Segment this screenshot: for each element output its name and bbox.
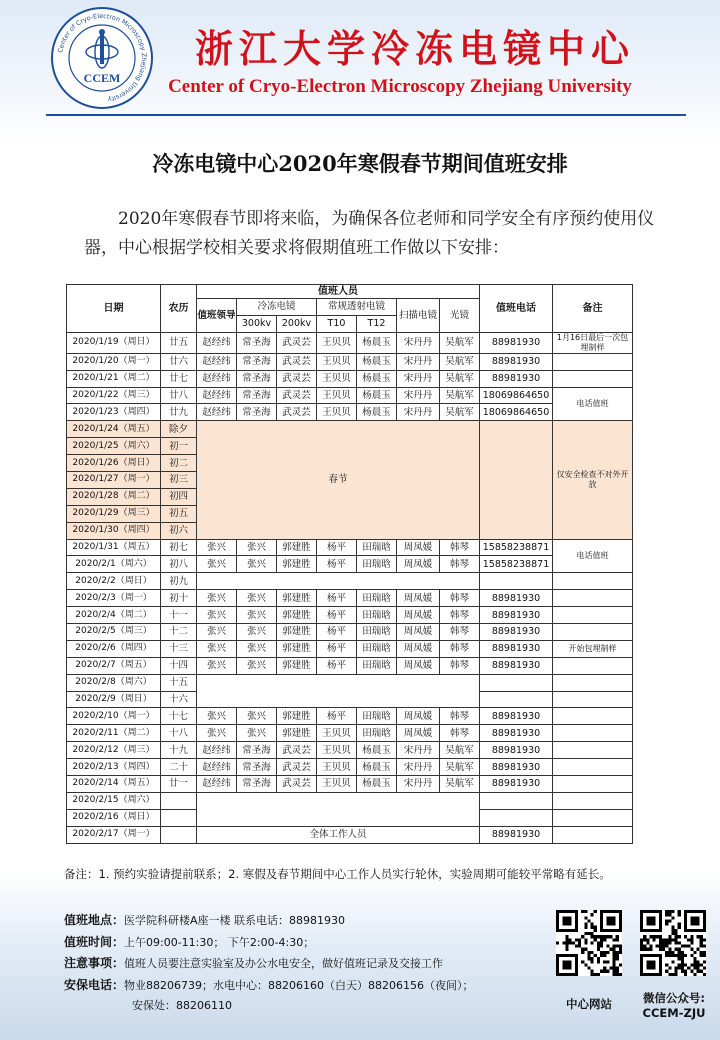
cell-lunar: 十七 [161, 708, 197, 725]
header-divider [46, 114, 686, 116]
cell-lunar: 廿七 [161, 370, 197, 387]
cell-phone: 88981930 [480, 332, 553, 353]
cell-staff: 杨平 [317, 539, 357, 556]
cell-date: 2020/2/6（周四） [67, 640, 161, 657]
cell-staff: 杨晨玉 [357, 370, 397, 387]
cell-staff: 常圣海 [237, 759, 277, 776]
cell-date: 2020/2/9（周日） [67, 691, 161, 708]
cell-staff: 郭建胜 [277, 590, 317, 607]
cell-lunar: 廿九 [161, 404, 197, 421]
time-line: 值班时间：上午09:00-11:30； 下午2:00-4:30； [64, 934, 315, 949]
cell-lunar: 廿一 [161, 776, 197, 793]
cell-staff: 武灵芸 [277, 776, 317, 793]
header-lunar: 农历 [161, 285, 197, 333]
cell-lunar: 初十 [161, 590, 197, 607]
header-t10: T10 [317, 315, 357, 332]
cell-staff: 张兴 [237, 640, 277, 657]
cell-staff: 张兴 [237, 590, 277, 607]
cell-lunar: 十二 [161, 624, 197, 641]
cell-staff: 韩琴 [440, 708, 480, 725]
cell-date: 2020/1/29（周三） [67, 505, 161, 522]
cell-staff: 杨晨玉 [357, 353, 397, 370]
cell-staff: 常圣海 [237, 370, 277, 387]
cell-staff: 周凤媛 [397, 640, 440, 657]
cell-staff: 武灵芸 [277, 759, 317, 776]
cell-staff: 郭建胜 [277, 725, 317, 742]
cell-lunar: 初八 [161, 556, 197, 573]
cell-staff: 吴航军 [440, 742, 480, 759]
cell-date: 2020/2/2（周日） [67, 573, 161, 590]
cell-lunar: 廿六 [161, 353, 197, 370]
cell-staff: 赵经纬 [197, 332, 237, 353]
table-row [67, 539, 633, 556]
cell-lunar [161, 826, 197, 843]
cell-phone: 88981930 [480, 590, 553, 607]
cell-empty [197, 573, 480, 590]
table-row [67, 421, 633, 438]
cell-staff: 武灵芸 [277, 370, 317, 387]
cell-staff: 田瑞晗 [357, 539, 397, 556]
cell-lunar: 初七 [161, 539, 197, 556]
center-title-en: Center of Cryo-Electron Microscopy Zhejiang University [168, 76, 632, 97]
cell-empty [197, 792, 480, 826]
cell-remark: 仅安全检查不对外开放 [553, 421, 633, 539]
cell-staff: 周凤媛 [397, 590, 440, 607]
cell-staff: 宋丹丹 [397, 742, 440, 759]
cell-empty [480, 691, 553, 708]
cell-empty [553, 573, 633, 590]
cell-lunar: 廿八 [161, 387, 197, 404]
table-row [67, 640, 633, 657]
cell-empty [480, 674, 553, 691]
table-row [67, 826, 633, 843]
cell-staff: 杨晨玉 [357, 404, 397, 421]
cell-phone: 88981930 [480, 776, 553, 793]
cell-staff: 赵经纬 [197, 776, 237, 793]
cell-phone: 88981930 [480, 624, 553, 641]
cell-staff: 张兴 [197, 539, 237, 556]
cell-staff: 张兴 [197, 640, 237, 657]
cell-date: 2020/1/21（周二） [67, 370, 161, 387]
cell-empty [480, 573, 553, 590]
cell-empty [480, 809, 553, 826]
cell-staff: 吴航军 [440, 387, 480, 404]
website-qr-code [556, 910, 622, 976]
cell-phone: 88981930 [480, 640, 553, 657]
cell-remark: 电话值班 [553, 387, 633, 421]
cell-empty [553, 353, 633, 370]
cell-staff: 张兴 [197, 725, 237, 742]
cell-staff: 张兴 [197, 657, 237, 674]
cell-empty [553, 607, 633, 624]
cell-staff: 杨平 [317, 624, 357, 641]
cell-staff: 王贝贝 [317, 332, 357, 353]
cell-empty [553, 826, 633, 843]
cell-staff: 王贝贝 [317, 725, 357, 742]
cell-staff: 宋丹丹 [397, 353, 440, 370]
cell-staff: 张兴 [237, 657, 277, 674]
cell-staff: 郭建胜 [277, 657, 317, 674]
cell-date: 2020/2/1（周六） [67, 556, 161, 573]
cell-staff: 张兴 [237, 539, 277, 556]
cell-staff: 武灵芸 [277, 332, 317, 353]
cell-lunar: 初二 [161, 455, 197, 472]
footnote: 备注：1. 预约实验请提前联系；2. 寒假及春节期间中心工作人员实行轮休，实验周期可能较平常略有延长。 [64, 867, 611, 881]
table-row [67, 607, 633, 624]
cell-empty [553, 725, 633, 742]
center-title-cn: 浙江大学冷冻电镜中心 [194, 26, 635, 71]
cell-staff: 韩琴 [440, 725, 480, 742]
cell-staff: 张兴 [237, 556, 277, 573]
svg-text:CCEM: CCEM [83, 71, 121, 85]
cell-phone: 88981930 [480, 708, 553, 725]
cell-staff: 韩琴 [440, 607, 480, 624]
header-date: 日期 [67, 285, 161, 333]
cell-staff: 郭建胜 [277, 624, 317, 641]
cell-staff: 田瑞晗 [357, 624, 397, 641]
cell-lunar: 初六 [161, 522, 197, 539]
cell-date: 2020/1/24（周五） [67, 421, 161, 438]
cell-lunar: 二十 [161, 759, 197, 776]
cell-staff: 常圣海 [237, 404, 277, 421]
cell-empty [480, 421, 553, 539]
cell-staff: 张兴 [237, 708, 277, 725]
cell-empty [553, 657, 633, 674]
cell-staff: 韩琴 [440, 640, 480, 657]
cell-staff: 周凤媛 [397, 556, 440, 573]
duty-schedule-table [66, 284, 633, 844]
cell-lunar: 除夕 [161, 421, 197, 438]
cell-empty [197, 674, 480, 708]
cell-staff: 吴航军 [440, 332, 480, 353]
table-row [67, 353, 633, 370]
cell-date: 2020/1/31（周五） [67, 539, 161, 556]
cell-staff: 赵经纬 [197, 404, 237, 421]
cell-staff: 王贝贝 [317, 370, 357, 387]
cell-date: 2020/2/14（周五） [67, 776, 161, 793]
cell-staff: 武灵芸 [277, 353, 317, 370]
cell-staff: 周凤媛 [397, 539, 440, 556]
wechat-qr-code [640, 910, 706, 976]
cell-staff: 吴航军 [440, 404, 480, 421]
cell-empty [553, 792, 633, 809]
cell-staff: 张兴 [197, 556, 237, 573]
header-duty-staff: 值班人员 [197, 285, 480, 299]
cell-staff: 郭建胜 [277, 539, 317, 556]
cell-date: 2020/2/12（周三） [67, 742, 161, 759]
cell-staff: 宋丹丹 [397, 759, 440, 776]
table-row [67, 332, 633, 353]
wechat-id: CCEM-ZJU [642, 1006, 706, 1020]
cell-staff: 宋丹丹 [397, 370, 440, 387]
cell-date: 2020/1/30（周四） [67, 522, 161, 539]
cell-lunar: 十一 [161, 607, 197, 624]
cell-lunar: 廿五 [161, 332, 197, 353]
cell-phone: 18069864650 [480, 404, 553, 421]
cell-staff: 杨晨玉 [357, 776, 397, 793]
cell-date: 2020/2/3（周一） [67, 590, 161, 607]
cell-date: 2020/2/4（周二） [67, 607, 161, 624]
cell-staff: 王贝贝 [317, 387, 357, 404]
cell-lunar [161, 809, 197, 826]
header-tem: 常规透射电镜 [317, 299, 397, 316]
cell-staff: 王贝贝 [317, 742, 357, 759]
cell-empty [480, 792, 553, 809]
cell-date: 2020/2/15（周六） [67, 792, 161, 809]
cell-staff: 周凤媛 [397, 624, 440, 641]
cell-empty [553, 776, 633, 793]
cell-staff: 王贝贝 [317, 404, 357, 421]
cell-lunar [161, 792, 197, 809]
cell-date: 2020/2/5（周三） [67, 624, 161, 641]
cell-staff: 杨晨玉 [357, 387, 397, 404]
cell-staff: 宋丹丹 [397, 404, 440, 421]
cell-phone: 88981930 [480, 826, 553, 843]
table-row [67, 708, 633, 725]
cell-empty [553, 742, 633, 759]
cell-staff: 常圣海 [237, 776, 277, 793]
cell-staff: 常圣海 [237, 742, 277, 759]
cell-staff: 田瑞晗 [357, 640, 397, 657]
cell-staff: 吴航军 [440, 759, 480, 776]
cell-staff: 韩琴 [440, 539, 480, 556]
cell-empty [553, 674, 633, 691]
header-optical: 光镜 [440, 299, 480, 333]
table-row [67, 387, 633, 404]
cell-phone: 88981930 [480, 742, 553, 759]
cell-staff: 赵经纬 [197, 387, 237, 404]
security-line-2: 安保处：88206110 [132, 999, 232, 1012]
cell-staff: 王贝贝 [317, 776, 357, 793]
table-row [67, 573, 633, 590]
cell-phone: 88981930 [480, 725, 553, 742]
cell-staff: 宋丹丹 [397, 776, 440, 793]
location-line: 值班地点：医学院科研楼A座一楼 联系电话：88981930 [64, 913, 346, 927]
cell-empty [553, 691, 633, 708]
cell-date: 2020/1/28（周二） [67, 488, 161, 505]
cell-staff: 周凤媛 [397, 708, 440, 725]
cell-staff: 杨晨玉 [357, 759, 397, 776]
security-line: 安保电话：物业88206739；水电中心：88206160（白天）88206156（夜间）； [64, 977, 474, 992]
cell-remark: 电话值班 [553, 539, 633, 573]
cell-staff: 王贝贝 [317, 353, 357, 370]
cell-phone: 88981930 [480, 353, 553, 370]
table-row [67, 590, 633, 607]
cell-empty [553, 809, 633, 826]
cell-staff: 韩琴 [440, 624, 480, 641]
cell-staff: 张兴 [237, 624, 277, 641]
contact-info [64, 910, 564, 1017]
cell-empty [553, 370, 633, 387]
cell-phone: 88981930 [480, 657, 553, 674]
cell-phone: 88981930 [480, 370, 553, 387]
cell-lunar: 十三 [161, 640, 197, 657]
cell-date: 2020/1/26（周日） [67, 455, 161, 472]
cell-staff: 田瑞晗 [357, 708, 397, 725]
cell-lunar: 十九 [161, 742, 197, 759]
document-title: 冷冻电镜中心2020年寒假春节期间值班安排 [152, 151, 568, 176]
cell-staff: 武灵芸 [277, 404, 317, 421]
cell-staff: 赵经纬 [197, 759, 237, 776]
cell-spring-festival: 春节 [197, 421, 480, 539]
header-t12: T12 [357, 315, 397, 332]
cell-empty [553, 708, 633, 725]
cell-staff: 郭建胜 [277, 640, 317, 657]
cell-staff: 周凤媛 [397, 657, 440, 674]
cell-staff: 郭建胜 [277, 556, 317, 573]
cell-staff: 张兴 [237, 725, 277, 742]
cell-phone: 88981930 [480, 607, 553, 624]
table-row [67, 759, 633, 776]
cell-staff: 杨平 [317, 640, 357, 657]
table-row [67, 556, 633, 573]
cell-staff: 宋丹丹 [397, 332, 440, 353]
cell-date: 2020/2/10（周一） [67, 708, 161, 725]
cell-phone: 15858238871 [480, 539, 553, 556]
cell-lunar: 初四 [161, 488, 197, 505]
table-row [67, 624, 633, 641]
cell-staff: 王贝贝 [317, 759, 357, 776]
cell-staff: 赵经纬 [197, 742, 237, 759]
cell-staff: 郭建胜 [277, 607, 317, 624]
cell-staff: 周凤媛 [397, 725, 440, 742]
cell-staff: 张兴 [197, 708, 237, 725]
ccem-logo [50, 6, 154, 110]
cell-staff: 张兴 [237, 607, 277, 624]
cell-staff: 韩琴 [440, 657, 480, 674]
cell-staff: 常圣海 [237, 387, 277, 404]
cell-staff: 杨平 [317, 607, 357, 624]
cell-lunar: 初三 [161, 472, 197, 489]
cell-staff: 吴航军 [440, 353, 480, 370]
cell-remark: 开始包埋制样 [553, 640, 633, 657]
cell-lunar: 十八 [161, 725, 197, 742]
cell-staff: 杨平 [317, 590, 357, 607]
table-row [67, 725, 633, 742]
notice-line: 注意事项：值班人员要注意实验室及办公水电安全，做好值班记录及交接工作 [64, 956, 444, 970]
table-row [67, 792, 633, 809]
svg-text:Center of Cryo-Electron Micros: Center of Cryo-Electron Microscopy Zhejiang University [56, 11, 149, 104]
table-row [67, 404, 633, 421]
cell-staff: 田瑞晗 [357, 590, 397, 607]
cell-staff: 田瑞晗 [357, 657, 397, 674]
header-leader: 值班领导 [197, 299, 237, 333]
cell-date: 2020/1/23（周四） [67, 404, 161, 421]
cell-date: 2020/2/17（周一） [67, 826, 161, 843]
cell-all-staff: 全体工作人员 [197, 826, 480, 843]
cell-date: 2020/2/16（周日） [67, 809, 161, 826]
intro-paragraph: 2020年寒假春节即将来临，为确保各位老师和同学安全有序预约使用仪器，中心根据学校相关要求将假期值班工作做以下安排： [84, 209, 655, 258]
cell-staff: 武灵芸 [277, 742, 317, 759]
cell-remark: 1月16日最后一次包埋制样 [553, 332, 633, 353]
cell-date: 2020/2/13（周四） [67, 759, 161, 776]
cell-date: 2020/1/25（周六） [67, 438, 161, 455]
cell-date: 2020/1/20（周一） [67, 353, 161, 370]
cell-phone: 88981930 [480, 759, 553, 776]
table-row [67, 674, 633, 691]
cell-staff: 杨晨玉 [357, 332, 397, 353]
cell-staff: 田瑞晗 [357, 607, 397, 624]
cell-staff: 赵经纬 [197, 353, 237, 370]
cell-staff: 田瑞晗 [357, 725, 397, 742]
cell-phone: 18069864650 [480, 387, 553, 404]
cell-staff: 韩琴 [440, 556, 480, 573]
table-row [67, 657, 633, 674]
cell-date: 2020/1/22（周三） [67, 387, 161, 404]
cell-lunar: 初一 [161, 438, 197, 455]
cell-staff: 杨平 [317, 657, 357, 674]
cell-phone: 15858238871 [480, 556, 553, 573]
cell-lunar: 十六 [161, 691, 197, 708]
header-sem: 扫描电镜 [397, 299, 440, 333]
header-200kv: 200kv [277, 315, 317, 332]
cell-staff: 常圣海 [237, 353, 277, 370]
cell-staff: 郭建胜 [277, 708, 317, 725]
cell-staff: 赵经纬 [197, 370, 237, 387]
cell-staff: 武灵芸 [277, 387, 317, 404]
cell-lunar: 初五 [161, 505, 197, 522]
cell-empty [553, 759, 633, 776]
cell-staff: 周凤媛 [397, 607, 440, 624]
cell-staff: 张兴 [197, 590, 237, 607]
cell-staff: 杨晨玉 [357, 742, 397, 759]
cell-lunar: 十五 [161, 674, 197, 691]
header-remark: 备注 [553, 285, 633, 333]
cell-staff: 韩琴 [440, 590, 480, 607]
cell-empty [553, 590, 633, 607]
cell-lunar: 十四 [161, 657, 197, 674]
table-row [67, 742, 633, 759]
cell-date: 2020/1/27（周一） [67, 472, 161, 489]
cell-staff: 张兴 [197, 624, 237, 641]
cell-date: 2020/2/11（周二） [67, 725, 161, 742]
cell-staff: 田瑞晗 [357, 556, 397, 573]
cell-staff: 常圣海 [237, 332, 277, 353]
cell-staff: 吴航军 [440, 370, 480, 387]
cell-staff: 宋丹丹 [397, 387, 440, 404]
table-row [67, 776, 633, 793]
cell-lunar: 初九 [161, 573, 197, 590]
cell-date: 2020/2/7（周五） [67, 657, 161, 674]
website-label: 中心网站 [566, 997, 612, 1011]
cell-date: 2020/2/8（周六） [67, 674, 161, 691]
header-phone: 值班电话 [480, 285, 553, 333]
header-300kv: 300kv [237, 315, 277, 332]
header-cryo: 冷冻电镜 [237, 299, 317, 316]
wechat-label: 微信公众号: [642, 991, 706, 1005]
cell-date: 2020/1/19（周日） [67, 332, 161, 353]
cell-staff: 杨平 [317, 556, 357, 573]
cell-empty [553, 624, 633, 641]
table-row [67, 370, 633, 387]
cell-staff: 吴航军 [440, 776, 480, 793]
cell-staff: 杨平 [317, 708, 357, 725]
cell-staff: 张兴 [197, 607, 237, 624]
